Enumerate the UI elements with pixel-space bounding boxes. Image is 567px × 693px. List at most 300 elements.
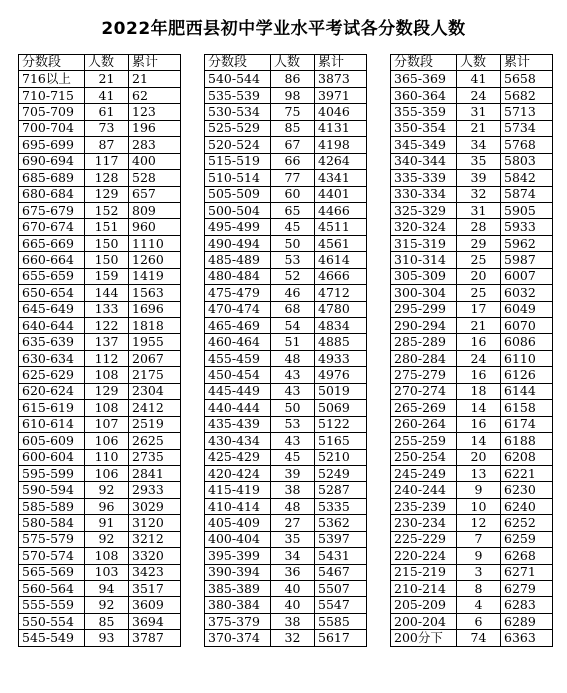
table-row <box>391 153 553 169</box>
cumulative-cell: 5431 <box>315 548 367 564</box>
count-cell: 66 <box>271 153 315 169</box>
score-range-cell: 610-614 <box>19 416 85 432</box>
count-cell: 152 <box>85 202 129 218</box>
count-cell: 159 <box>85 268 129 284</box>
count-cell: 50 <box>271 400 315 416</box>
count-cell: 39 <box>271 465 315 481</box>
score-range-cell: 620-624 <box>19 383 85 399</box>
score-range-cell: 590-594 <box>19 482 85 498</box>
score-range-cell: 605-609 <box>19 433 85 449</box>
score-range-cell: 335-339 <box>391 170 457 186</box>
count-cell: 13 <box>457 465 501 481</box>
score-range-cell: 510-514 <box>205 170 271 186</box>
count-cell: 32 <box>271 630 315 646</box>
score-range-cell: 675-679 <box>19 202 85 218</box>
count-cell: 94 <box>85 581 129 597</box>
count-cell: 10 <box>457 498 501 514</box>
score-range-cell: 565-569 <box>19 564 85 580</box>
cumulative-cell: 5165 <box>315 433 367 449</box>
count-cell: 128 <box>85 170 129 186</box>
count-cell: 17 <box>457 301 501 317</box>
table-row <box>391 515 553 531</box>
table-row <box>391 449 553 465</box>
table-row <box>19 465 181 481</box>
cumulative-cell: 6268 <box>501 548 553 564</box>
cumulative-cell: 3694 <box>129 613 181 629</box>
count-cell: 8 <box>457 581 501 597</box>
table-row <box>391 597 553 613</box>
score-range-cell: 550-554 <box>19 613 85 629</box>
count-cell: 65 <box>271 202 315 218</box>
count-cell: 29 <box>457 235 501 251</box>
score-range-cell: 530-534 <box>205 104 271 120</box>
score-range-cell: 475-479 <box>205 285 271 301</box>
score-range-cell: 265-269 <box>391 400 457 416</box>
score-range-cell: 485-489 <box>205 252 271 268</box>
count-cell: 25 <box>457 285 501 301</box>
cumulative-cell: 4561 <box>315 235 367 251</box>
column-header: 人数 <box>457 55 501 71</box>
score-range-cell: 445-449 <box>205 383 271 399</box>
count-cell: 92 <box>85 531 129 547</box>
column-header: 累计 <box>129 55 181 71</box>
cumulative-cell: 5467 <box>315 564 367 580</box>
score-range-cell: 515-519 <box>205 153 271 169</box>
table-row <box>19 350 181 366</box>
score-range-cell: 655-659 <box>19 268 85 284</box>
cumulative-cell: 3320 <box>129 548 181 564</box>
cumulative-cell: 960 <box>129 219 181 235</box>
cumulative-cell: 2625 <box>129 433 181 449</box>
table-row <box>391 548 553 564</box>
score-range-cell: 285-289 <box>391 334 457 350</box>
table-row <box>391 630 553 646</box>
count-cell: 34 <box>457 137 501 153</box>
score-range-cell: 650-654 <box>19 285 85 301</box>
count-cell: 39 <box>457 170 501 186</box>
table-row <box>205 318 367 334</box>
score-range-cell: 275-279 <box>391 367 457 383</box>
score-range-cell: 225-229 <box>391 531 457 547</box>
table-row <box>205 416 367 432</box>
cumulative-cell: 6032 <box>501 285 553 301</box>
page-title: 2022年肥西县初中学业水平考试各分数段人数 <box>101 19 466 39</box>
column-header: 人数 <box>85 55 129 71</box>
table-row <box>391 120 553 136</box>
count-cell: 43 <box>271 367 315 383</box>
cumulative-cell: 1260 <box>129 252 181 268</box>
count-cell: 73 <box>85 120 129 136</box>
cumulative-cell: 3787 <box>129 630 181 646</box>
table-row <box>205 334 367 350</box>
table-row <box>391 400 553 416</box>
score-range-cell: 315-319 <box>391 235 457 251</box>
table-row <box>19 104 181 120</box>
count-cell: 93 <box>85 630 129 646</box>
count-cell: 16 <box>457 416 501 432</box>
count-cell: 38 <box>271 613 315 629</box>
table-header-row <box>205 55 367 71</box>
cumulative-cell: 5507 <box>315 581 367 597</box>
count-cell: 35 <box>457 153 501 169</box>
count-cell: 87 <box>85 137 129 153</box>
cumulative-cell: 6259 <box>501 531 553 547</box>
table-row <box>19 383 181 399</box>
count-cell: 40 <box>271 581 315 597</box>
table-row <box>19 235 181 251</box>
count-cell: 112 <box>85 350 129 366</box>
score-range-cell: 330-334 <box>391 186 457 202</box>
count-cell: 54 <box>271 318 315 334</box>
cumulative-cell: 4511 <box>315 219 367 235</box>
table-row <box>19 318 181 334</box>
cumulative-cell: 2841 <box>129 465 181 481</box>
table-row <box>391 285 553 301</box>
score-range-cell: 716以上 <box>19 71 85 87</box>
count-cell: 92 <box>85 597 129 613</box>
cumulative-cell: 4666 <box>315 268 367 284</box>
score-range-cell: 365-369 <box>391 71 457 87</box>
count-cell: 137 <box>85 334 129 350</box>
table-row <box>391 301 553 317</box>
table-row <box>391 87 553 103</box>
cumulative-cell: 6158 <box>501 400 553 416</box>
score-range-cell: 540-544 <box>205 71 271 87</box>
cumulative-cell: 21 <box>129 71 181 87</box>
cumulative-cell: 5547 <box>315 597 367 613</box>
table-row <box>205 137 367 153</box>
cumulative-cell: 4046 <box>315 104 367 120</box>
table-row <box>205 630 367 646</box>
table-row <box>205 613 367 629</box>
score-range-cell: 495-499 <box>205 219 271 235</box>
cumulative-cell: 5019 <box>315 383 367 399</box>
table-row <box>391 318 553 334</box>
cumulative-cell: 2519 <box>129 416 181 432</box>
cumulative-cell: 6049 <box>501 301 553 317</box>
score-range-cell: 460-464 <box>205 334 271 350</box>
table-row <box>205 120 367 136</box>
table-row <box>391 104 553 120</box>
cumulative-cell: 6230 <box>501 482 553 498</box>
score-range-cell: 200分下 <box>391 630 457 646</box>
table-row <box>19 581 181 597</box>
table-row <box>19 416 181 432</box>
count-cell: 150 <box>85 235 129 251</box>
cumulative-cell: 3971 <box>315 87 367 103</box>
table-row <box>19 630 181 646</box>
cumulative-cell: 4131 <box>315 120 367 136</box>
count-cell: 41 <box>457 71 501 87</box>
cumulative-cell: 5905 <box>501 202 553 218</box>
table-row <box>205 104 367 120</box>
score-range-cell: 305-309 <box>391 268 457 284</box>
score-range-cell: 625-629 <box>19 367 85 383</box>
score-range-cell: 685-689 <box>19 170 85 186</box>
score-range-cell: 350-354 <box>391 120 457 136</box>
count-cell: 12 <box>457 515 501 531</box>
score-range-cell: 200-204 <box>391 613 457 629</box>
cumulative-cell: 3517 <box>129 581 181 597</box>
cumulative-cell: 5933 <box>501 219 553 235</box>
table-row <box>391 170 553 186</box>
count-cell: 86 <box>271 71 315 87</box>
cumulative-cell: 5874 <box>501 186 553 202</box>
table-header-row <box>19 55 181 71</box>
count-cell: 9 <box>457 482 501 498</box>
cumulative-cell: 3212 <box>129 531 181 547</box>
cumulative-cell: 809 <box>129 202 181 218</box>
count-cell: 85 <box>85 613 129 629</box>
count-cell: 16 <box>457 334 501 350</box>
score-range-cell: 295-299 <box>391 301 457 317</box>
table-row <box>19 153 181 169</box>
count-cell: 36 <box>271 564 315 580</box>
count-cell: 108 <box>85 548 129 564</box>
score-table-block-3 <box>390 54 553 647</box>
score-range-cell: 355-359 <box>391 104 457 120</box>
score-range-cell: 240-244 <box>391 482 457 498</box>
table-row <box>205 367 367 383</box>
table-row <box>205 71 367 87</box>
table-row <box>391 202 553 218</box>
cumulative-cell: 6363 <box>501 630 553 646</box>
cumulative-cell: 1110 <box>129 235 181 251</box>
count-cell: 68 <box>271 301 315 317</box>
cumulative-cell: 5362 <box>315 515 367 531</box>
score-range-cell: 280-284 <box>391 350 457 366</box>
count-cell: 21 <box>85 71 129 87</box>
score-range-cell: 630-634 <box>19 350 85 366</box>
table-row <box>391 252 553 268</box>
score-range-cell: 375-379 <box>205 613 271 629</box>
cumulative-cell: 5962 <box>501 235 553 251</box>
cumulative-cell: 5287 <box>315 482 367 498</box>
cumulative-cell: 5768 <box>501 137 553 153</box>
score-range-cell: 470-474 <box>205 301 271 317</box>
table-row <box>205 564 367 580</box>
count-cell: 9 <box>457 548 501 564</box>
score-range-cell: 290-294 <box>391 318 457 334</box>
cumulative-cell: 5249 <box>315 465 367 481</box>
table-row <box>19 120 181 136</box>
table-row <box>19 252 181 268</box>
count-cell: 92 <box>85 482 129 498</box>
table-row <box>391 350 553 366</box>
cumulative-cell: 4614 <box>315 252 367 268</box>
score-range-cell: 435-439 <box>205 416 271 432</box>
score-range-cell: 370-374 <box>205 630 271 646</box>
table-row <box>391 334 553 350</box>
table-row <box>391 186 553 202</box>
score-range-cell: 710-715 <box>19 87 85 103</box>
score-range-cell: 585-589 <box>19 498 85 514</box>
cumulative-cell: 3873 <box>315 71 367 87</box>
score-range-cell: 255-259 <box>391 433 457 449</box>
score-range-cell: 345-349 <box>391 137 457 153</box>
cumulative-cell: 6279 <box>501 581 553 597</box>
table-row <box>205 531 367 547</box>
table-row <box>19 268 181 284</box>
table-row <box>205 383 367 399</box>
cumulative-cell: 4712 <box>315 285 367 301</box>
table-row <box>391 482 553 498</box>
cumulative-cell: 657 <box>129 186 181 202</box>
column-header: 累计 <box>315 55 367 71</box>
table-row <box>19 597 181 613</box>
table-row <box>391 564 553 580</box>
score-range-cell: 490-494 <box>205 235 271 251</box>
table-row <box>19 334 181 350</box>
cumulative-cell: 2412 <box>129 400 181 416</box>
cumulative-cell: 1955 <box>129 334 181 350</box>
count-cell: 96 <box>85 498 129 514</box>
table-row <box>391 235 553 251</box>
count-cell: 129 <box>85 186 129 202</box>
score-range-cell: 400-404 <box>205 531 271 547</box>
count-cell: 53 <box>271 252 315 268</box>
table-row <box>19 433 181 449</box>
cumulative-cell: 1818 <box>129 318 181 334</box>
count-cell: 38 <box>271 482 315 498</box>
table-row <box>205 482 367 498</box>
count-cell: 74 <box>457 630 501 646</box>
cumulative-cell: 6174 <box>501 416 553 432</box>
count-cell: 46 <box>271 285 315 301</box>
score-range-cell: 570-574 <box>19 548 85 564</box>
count-cell: 117 <box>85 153 129 169</box>
cumulative-cell: 3029 <box>129 498 181 514</box>
score-range-cell: 235-239 <box>391 498 457 514</box>
cumulative-cell: 6240 <box>501 498 553 514</box>
score-range-cell: 245-249 <box>391 465 457 481</box>
score-range-cell: 455-459 <box>205 350 271 366</box>
table-row <box>19 515 181 531</box>
cumulative-cell: 5803 <box>501 153 553 169</box>
count-cell: 40 <box>271 597 315 613</box>
cumulative-cell: 2067 <box>129 350 181 366</box>
table-row <box>19 170 181 186</box>
count-cell: 60 <box>271 186 315 202</box>
score-range-cell: 680-684 <box>19 186 85 202</box>
count-cell: 24 <box>457 350 501 366</box>
cumulative-cell: 5585 <box>315 613 367 629</box>
table-row <box>19 548 181 564</box>
cumulative-cell: 6007 <box>501 268 553 284</box>
count-cell: 52 <box>271 268 315 284</box>
cumulative-cell: 3120 <box>129 515 181 531</box>
table-row <box>391 137 553 153</box>
table-row <box>391 416 553 432</box>
count-cell: 24 <box>457 87 501 103</box>
cumulative-cell: 4885 <box>315 334 367 350</box>
cumulative-cell: 5987 <box>501 252 553 268</box>
count-cell: 98 <box>271 87 315 103</box>
cumulative-cell: 6110 <box>501 350 553 366</box>
count-cell: 25 <box>457 252 501 268</box>
score-range-cell: 535-539 <box>205 87 271 103</box>
score-range-cell: 380-384 <box>205 597 271 613</box>
count-cell: 106 <box>85 465 129 481</box>
count-cell: 144 <box>85 285 129 301</box>
count-cell: 43 <box>271 383 315 399</box>
column-header: 分数段 <box>205 55 271 71</box>
count-cell: 35 <box>271 531 315 547</box>
cumulative-cell: 1419 <box>129 268 181 284</box>
count-cell: 150 <box>85 252 129 268</box>
cumulative-cell: 4341 <box>315 170 367 186</box>
table-row <box>19 186 181 202</box>
table-row <box>205 202 367 218</box>
cumulative-cell: 2175 <box>129 367 181 383</box>
count-cell: 31 <box>457 104 501 120</box>
count-cell: 48 <box>271 498 315 514</box>
table-row <box>205 170 367 186</box>
count-cell: 20 <box>457 268 501 284</box>
score-range-cell: 520-524 <box>205 137 271 153</box>
score-range-cell: 415-419 <box>205 482 271 498</box>
count-cell: 107 <box>85 416 129 432</box>
count-cell: 106 <box>85 433 129 449</box>
table-row <box>19 498 181 514</box>
score-range-cell: 545-549 <box>19 630 85 646</box>
count-cell: 48 <box>271 350 315 366</box>
score-range-cell: 215-219 <box>391 564 457 580</box>
table-row <box>391 71 553 87</box>
count-cell: 45 <box>271 219 315 235</box>
score-range-cell: 660-664 <box>19 252 85 268</box>
cumulative-cell: 5617 <box>315 630 367 646</box>
cumulative-cell: 400 <box>129 153 181 169</box>
cumulative-cell: 2933 <box>129 482 181 498</box>
count-cell: 21 <box>457 120 501 136</box>
cumulative-cell: 4976 <box>315 367 367 383</box>
score-range-cell: 395-399 <box>205 548 271 564</box>
table-row <box>391 613 553 629</box>
score-range-cell: 410-414 <box>205 498 271 514</box>
table-row <box>205 449 367 465</box>
cumulative-cell: 5734 <box>501 120 553 136</box>
count-cell: 6 <box>457 613 501 629</box>
table-row <box>19 367 181 383</box>
table-row <box>19 531 181 547</box>
cumulative-cell: 5069 <box>315 400 367 416</box>
cumulative-cell: 6271 <box>501 564 553 580</box>
score-range-cell: 320-324 <box>391 219 457 235</box>
cumulative-cell: 6126 <box>501 367 553 383</box>
cumulative-cell: 4401 <box>315 186 367 202</box>
cumulative-cell: 6252 <box>501 515 553 531</box>
cumulative-cell: 123 <box>129 104 181 120</box>
table-row <box>391 531 553 547</box>
score-range-cell: 450-454 <box>205 367 271 383</box>
count-cell: 108 <box>85 400 129 416</box>
cumulative-cell: 2735 <box>129 449 181 465</box>
cumulative-cell: 4198 <box>315 137 367 153</box>
cumulative-cell: 528 <box>129 170 181 186</box>
count-cell: 51 <box>271 334 315 350</box>
score-range-cell: 220-224 <box>391 548 457 564</box>
cumulative-cell: 5842 <box>501 170 553 186</box>
table-row <box>205 581 367 597</box>
score-range-cell: 270-274 <box>391 383 457 399</box>
cumulative-cell: 5122 <box>315 416 367 432</box>
score-range-cell: 205-209 <box>391 597 457 613</box>
cumulative-cell: 5210 <box>315 449 367 465</box>
score-range-cell: 250-254 <box>391 449 457 465</box>
cumulative-cell: 6289 <box>501 613 553 629</box>
score-range-cell: 260-264 <box>391 416 457 432</box>
